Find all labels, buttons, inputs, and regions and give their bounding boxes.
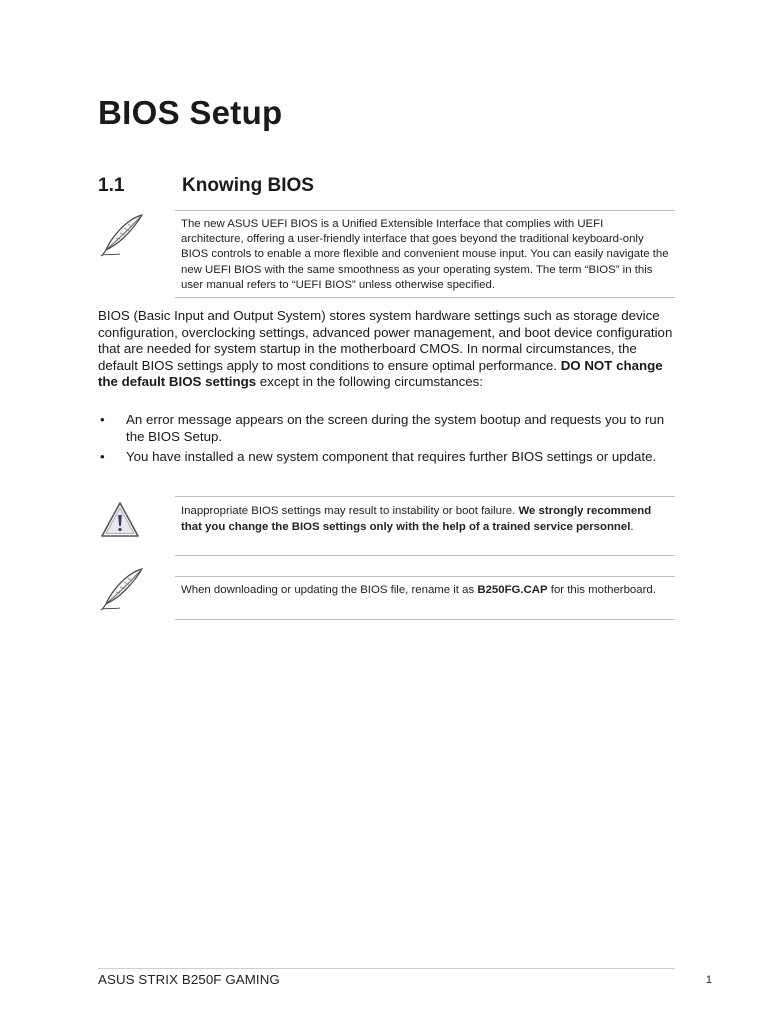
warning-icon [98, 500, 142, 540]
note-text: The new ASUS UEFI BIOS is a Unified Extensible Interface that complies with UEFI architecture, offering a user-friendly interface that goes beyond the traditional keyboard-only BIOS controls to enable a more flexible and convenient mouse input. You can easily navigate the new UEFI BIOS with the same smoothness as your operating system. The term “BIOS” in this user manual refers to “UEFI BIOS” unless otherwise specified. [181, 218, 669, 291]
bios-filename: B250FG.CAP [477, 584, 548, 596]
warning-text-bold: We strongly recommend that you change the BIOS settings only with the help of a trained service personnel [181, 505, 652, 533]
list-item-text: An error message appears on the screen during the system bootup and requests you to run the BIOS Setup. [126, 412, 665, 444]
footer-product-name: ASUS STRIX B250F GAMING [98, 972, 280, 987]
intro-paragraph [98, 308, 673, 391]
bullet-list [98, 412, 676, 469]
section-number: 1.1 [98, 175, 125, 196]
list-item-text: You have installed a new system component that requires further BIOS settings or update. [126, 448, 657, 464]
pen-icon [98, 566, 148, 612]
footer-rule [98, 968, 675, 969]
note-box [175, 576, 675, 620]
warning-box [175, 496, 675, 556]
footer-page-number: 1 [705, 974, 712, 986]
note-box [175, 210, 675, 298]
note-text [181, 583, 669, 598]
bullet-marker: • [100, 448, 105, 464]
warning-text-end: . [630, 521, 634, 533]
pen-icon [98, 212, 148, 258]
list-item [98, 449, 676, 466]
page-title: BIOS Setup [98, 94, 283, 131]
note-text-before: When downloading or updating the BIOS file, rename it as [181, 584, 478, 596]
intro-emphasis: DO NOT change the default BIOS settings [98, 357, 663, 390]
section-title: Knowing BIOS [182, 175, 314, 196]
bullet-marker: • [100, 412, 105, 427]
list-item [98, 412, 676, 445]
note-text-after: for this motherboard. [547, 584, 656, 596]
intro-tail: except in the following circumstances: [256, 374, 484, 390]
warning-text [181, 503, 669, 535]
intro-text: BIOS (Basic Input and Output System) stores system hardware settings such as storage device configuration, overclocking settings, advanced power management, and boot device configuration that are needed for system startup in the motherboard CMOS. In normal circumstances, the default BIOS settings apply to most conditions to ensure optimal performance. [98, 308, 673, 373]
warning-text-plain: Inappropriate BIOS settings may result to instability or boot failure. [181, 505, 519, 517]
